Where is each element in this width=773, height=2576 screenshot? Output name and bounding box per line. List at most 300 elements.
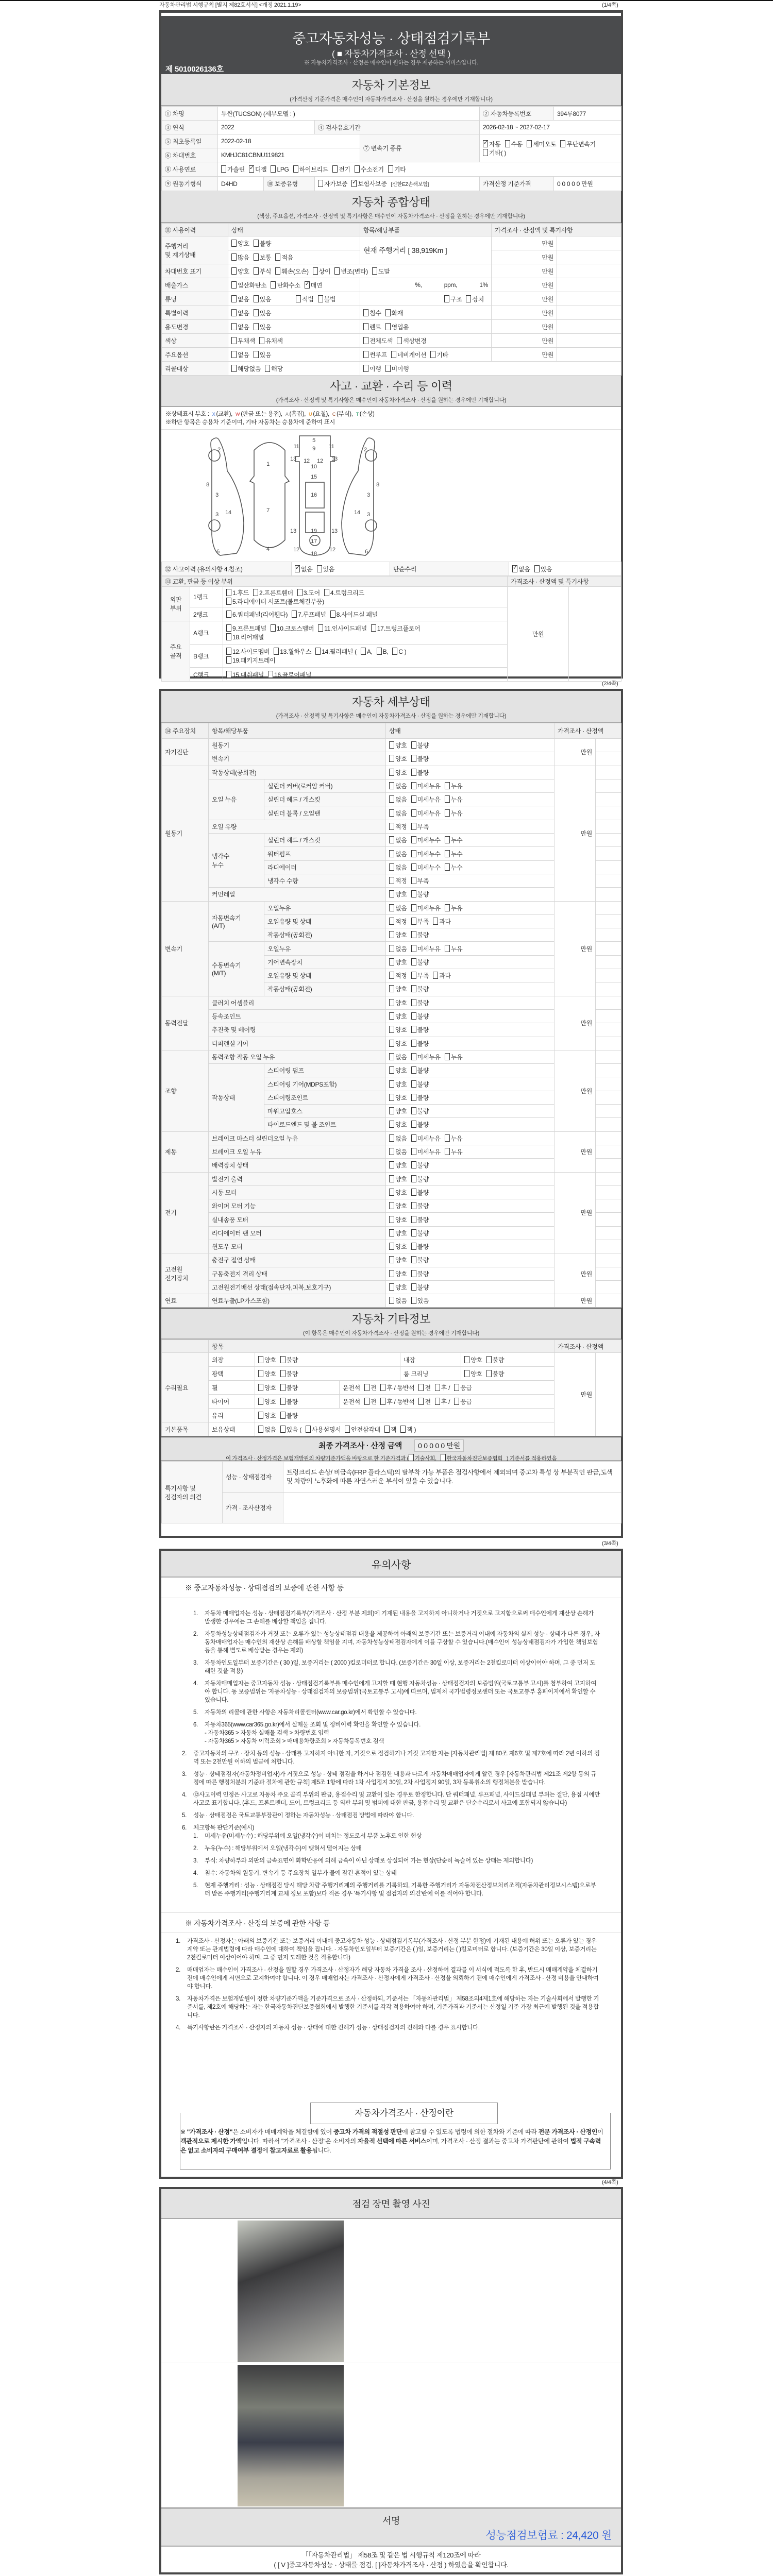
checkbox[interactable] [527, 140, 532, 147]
checkbox[interactable] [254, 253, 259, 261]
checkbox[interactable] [275, 253, 280, 261]
checkbox[interactable] [411, 1202, 416, 1209]
checkbox[interactable] [418, 1384, 424, 1391]
checkbox[interactable] [505, 140, 510, 147]
checkbox[interactable] [231, 240, 237, 247]
checkbox[interactable] [380, 1384, 385, 1391]
price-note[interactable] [596, 901, 621, 914]
price-note[interactable] [596, 942, 621, 955]
checkbox[interactable] [445, 1053, 450, 1060]
checkbox[interactable] [389, 1040, 394, 1047]
option-label: 누유 [450, 783, 463, 790]
checkbox[interactable] [389, 1270, 394, 1277]
checkbox[interactable] [313, 267, 318, 275]
checkbox[interactable] [391, 351, 396, 358]
checkbox[interactable] [226, 624, 231, 632]
option-label: 누수 [450, 850, 463, 858]
definition-segment: 객관적으로 제시한 가액 [180, 2138, 242, 2145]
checkbox[interactable] [454, 1384, 459, 1391]
checkbox[interactable] [411, 1053, 416, 1060]
checkbox[interactable] [259, 337, 264, 344]
price-note[interactable] [596, 1253, 621, 1267]
price-note[interactable] [596, 752, 621, 766]
checkbox[interactable] [411, 958, 416, 965]
won-unit: 만원 [554, 1253, 596, 1294]
checkbox[interactable] [351, 180, 357, 187]
checkbox[interactable] [433, 918, 438, 925]
price-note[interactable] [596, 888, 621, 901]
checkbox[interactable] [389, 850, 394, 857]
price-note[interactable] [596, 1131, 621, 1145]
checkbox[interactable] [389, 1121, 394, 1128]
checkbox[interactable] [305, 281, 310, 289]
checkbox[interactable] [385, 309, 391, 316]
checkbox[interactable] [271, 624, 276, 632]
checkbox[interactable] [324, 589, 329, 596]
checkbox[interactable] [372, 267, 377, 275]
checkbox[interactable] [363, 337, 368, 344]
notice-number: 1. [176, 1938, 180, 1944]
checkbox[interactable] [389, 918, 394, 925]
checkbox[interactable] [280, 1412, 285, 1419]
checkbox[interactable] [226, 671, 231, 678]
checkbox[interactable] [411, 985, 416, 992]
checkbox[interactable] [411, 1094, 416, 1101]
checkbox[interactable] [418, 1398, 424, 1405]
checkbox[interactable] [315, 648, 321, 655]
checkbox[interactable] [231, 337, 237, 344]
checkbox[interactable] [384, 1426, 390, 1433]
price-note[interactable] [596, 806, 621, 820]
checkbox[interactable] [389, 769, 394, 776]
checkbox[interactable] [334, 267, 340, 275]
checkbox[interactable] [280, 1356, 285, 1363]
price-note[interactable] [596, 928, 621, 942]
checkbox[interactable] [389, 1283, 394, 1291]
price-note[interactable] [596, 860, 621, 874]
checkbox[interactable] [296, 295, 301, 302]
price-note[interactable] [596, 982, 621, 996]
checkbox[interactable] [486, 1356, 492, 1363]
price-note[interactable] [596, 1240, 621, 1253]
checkbox[interactable] [411, 1216, 416, 1223]
checkbox[interactable] [445, 945, 450, 952]
checkbox[interactable] [258, 1384, 263, 1391]
price-note[interactable] [596, 955, 621, 969]
checkbox[interactable] [293, 165, 298, 173]
checkbox[interactable] [280, 1426, 285, 1433]
price-note[interactable] [596, 1091, 621, 1104]
price-note[interactable] [596, 779, 621, 792]
checkbox[interactable] [389, 1175, 394, 1182]
checkbox[interactable] [411, 769, 416, 776]
checkbox[interactable] [445, 836, 450, 843]
checkbox[interactable] [388, 165, 393, 173]
checkbox[interactable] [389, 1202, 394, 1209]
checkbox[interactable] [409, 1454, 414, 1461]
checkbox[interactable] [345, 1426, 350, 1433]
option [411, 1094, 429, 1101]
checkbox[interactable] [318, 295, 323, 302]
checkbox[interactable] [231, 295, 237, 302]
checkbox[interactable] [231, 351, 237, 358]
checkbox[interactable] [411, 1297, 416, 1304]
checkbox[interactable] [389, 890, 394, 897]
checkbox[interactable] [389, 863, 394, 871]
checkbox[interactable] [389, 985, 394, 992]
checkbox[interactable] [512, 565, 517, 572]
option [411, 877, 429, 885]
checkbox[interactable] [411, 999, 416, 1006]
checkbox[interactable] [411, 972, 416, 979]
price-note[interactable] [569, 587, 621, 682]
checkbox[interactable] [389, 1243, 394, 1250]
checkbox[interactable] [271, 281, 276, 289]
checkbox[interactable] [389, 1026, 394, 1033]
price-note[interactable] [557, 334, 621, 348]
checkbox[interactable] [389, 931, 394, 938]
checkbox[interactable] [389, 1216, 394, 1223]
checkbox[interactable] [231, 323, 237, 330]
item-state [386, 1009, 554, 1023]
checkbox[interactable] [249, 165, 254, 173]
checkbox[interactable] [389, 1229, 394, 1236]
checkbox[interactable] [411, 1283, 416, 1291]
price-note[interactable] [596, 766, 621, 779]
price-note[interactable] [557, 320, 621, 334]
checkbox[interactable] [389, 741, 394, 749]
checkbox[interactable] [411, 1229, 416, 1236]
checkbox[interactable] [411, 1161, 416, 1168]
checkbox[interactable] [361, 648, 366, 655]
checkbox[interactable] [363, 365, 368, 372]
checkbox[interactable] [433, 972, 438, 979]
checkbox[interactable] [297, 589, 303, 596]
checkbox[interactable] [389, 1148, 394, 1155]
checkbox[interactable] [389, 1297, 394, 1304]
checkbox[interactable] [411, 1012, 416, 1020]
checkbox[interactable] [231, 281, 237, 289]
checkbox[interactable] [464, 1370, 469, 1377]
checkbox[interactable] [411, 1189, 416, 1196]
option [389, 851, 407, 858]
checkbox[interactable] [389, 1094, 394, 1101]
price-note[interactable] [596, 1159, 621, 1172]
checkbox[interactable] [371, 624, 376, 632]
checkbox[interactable] [253, 589, 258, 596]
section-accident-history [161, 376, 621, 407]
checkbox[interactable] [226, 656, 231, 664]
checkbox[interactable] [280, 1398, 285, 1405]
notice-number: 1. [193, 1833, 198, 1839]
checkbox[interactable] [258, 1426, 263, 1433]
checkbox[interactable] [483, 149, 488, 156]
checkbox[interactable] [445, 850, 450, 857]
checkbox[interactable] [435, 1398, 440, 1405]
checkbox[interactable] [411, 795, 416, 803]
checkbox[interactable] [411, 890, 416, 897]
checkbox[interactable] [441, 1454, 446, 1461]
checkbox[interactable] [280, 1384, 285, 1391]
checkbox[interactable] [292, 611, 297, 618]
warranty-type [315, 177, 480, 191]
checkbox[interactable] [231, 365, 237, 372]
notice-subheading: ※ 자동차가격조사 · 산정의 보증에 관한 사항 등 [161, 1912, 621, 1933]
checkbox[interactable] [445, 1134, 450, 1142]
checkbox[interactable] [231, 309, 237, 316]
price-note[interactable] [557, 292, 621, 306]
checkbox[interactable] [389, 795, 394, 803]
option [275, 268, 309, 275]
checkbox[interactable] [363, 323, 368, 330]
price-note[interactable] [596, 739, 621, 752]
checkbox[interactable] [411, 863, 416, 871]
checkbox[interactable] [411, 1256, 416, 1263]
checkbox[interactable] [389, 1066, 394, 1074]
basic-info-table [161, 106, 621, 191]
notice-body [205, 1708, 416, 1717]
checkbox[interactable] [411, 877, 416, 884]
price-note[interactable] [596, 1037, 621, 1050]
checkbox[interactable] [411, 1121, 416, 1128]
checkbox[interactable] [445, 863, 450, 871]
checkbox[interactable] [258, 1398, 263, 1405]
checkbox[interactable] [258, 1370, 263, 1377]
checkbox[interactable] [389, 904, 394, 911]
checkbox[interactable] [445, 795, 450, 803]
checkbox[interactable] [364, 1398, 369, 1405]
option [400, 1426, 416, 1433]
checkbox[interactable] [411, 1066, 416, 1074]
checkbox[interactable] [389, 1012, 394, 1020]
checkbox[interactable] [389, 1161, 394, 1168]
checkbox[interactable] [389, 877, 394, 884]
option [380, 1398, 414, 1405]
checkbox[interactable] [464, 1356, 469, 1363]
price-note[interactable] [596, 1064, 621, 1077]
checkbox[interactable] [411, 918, 416, 925]
checkbox[interactable] [363, 309, 368, 316]
checkbox[interactable] [226, 589, 231, 596]
price-note[interactable] [557, 236, 621, 250]
option-label: 운전석 [343, 1384, 360, 1392]
checkbox[interactable] [411, 823, 416, 830]
checkbox[interactable] [389, 1080, 394, 1088]
checkbox[interactable] [411, 782, 416, 789]
price-note[interactable] [596, 1145, 621, 1158]
checkbox[interactable] [430, 351, 435, 358]
checkbox[interactable] [258, 1412, 263, 1419]
notice-body [205, 1721, 421, 1745]
item-name: 오일 유량 [209, 820, 386, 833]
price-note[interactable] [596, 1050, 621, 1063]
color-change [360, 334, 492, 348]
price-note[interactable] [596, 874, 621, 887]
checkbox[interactable] [411, 1107, 416, 1114]
checkbox[interactable] [385, 365, 391, 372]
price-note[interactable] [596, 847, 621, 860]
checkbox[interactable] [280, 1370, 285, 1377]
checkbox[interactable] [411, 1040, 416, 1047]
checkbox[interactable] [411, 741, 416, 749]
option [454, 1398, 472, 1405]
option-label: 불법 [324, 295, 336, 303]
price-note[interactable] [596, 914, 621, 928]
checkbox[interactable] [254, 309, 259, 316]
checkbox[interactable] [411, 931, 416, 938]
price-note[interactable] [596, 1185, 621, 1199]
checkbox[interactable] [411, 1243, 416, 1250]
item-state [386, 1226, 554, 1240]
checkbox[interactable] [389, 1256, 394, 1263]
checkbox[interactable] [363, 351, 368, 358]
option [411, 918, 429, 925]
checkbox[interactable] [389, 958, 394, 965]
document-note: ※ 자동차가격조사 · 산정은 매수인이 원하는 경우 제공하는 서비스입니다. [304, 60, 479, 66]
checkbox[interactable] [466, 295, 471, 302]
price-note[interactable] [596, 793, 621, 806]
checkbox[interactable] [231, 267, 237, 275]
checkbox[interactable] [483, 140, 488, 147]
checkbox[interactable] [411, 904, 416, 911]
checkbox[interactable] [392, 648, 397, 655]
checkbox[interactable] [534, 565, 540, 572]
checkbox[interactable] [265, 365, 270, 372]
price-note[interactable] [596, 1280, 621, 1294]
checkbox[interactable] [364, 1384, 369, 1391]
option-label: 해당없음 [238, 365, 261, 372]
price-note[interactable] [596, 1118, 621, 1131]
price-note[interactable] [596, 996, 621, 1009]
checkbox[interactable] [254, 295, 259, 302]
checkbox[interactable] [385, 323, 391, 330]
checkbox[interactable] [389, 809, 394, 817]
checkbox[interactable] [445, 809, 450, 817]
checkbox[interactable] [411, 1026, 416, 1033]
price-note[interactable] [596, 1105, 621, 1118]
checkbox[interactable] [318, 180, 323, 187]
price-note[interactable] [596, 1077, 621, 1091]
checkbox[interactable] [411, 1134, 416, 1142]
checkbox[interactable] [411, 809, 416, 817]
option [280, 1357, 298, 1364]
checkbox[interactable] [411, 836, 416, 843]
checkbox[interactable] [226, 633, 231, 640]
checkbox[interactable] [389, 836, 394, 843]
checkbox[interactable] [268, 671, 273, 678]
checkbox[interactable] [389, 1053, 394, 1060]
price-note[interactable] [596, 1226, 621, 1240]
option-label: 양호 [264, 1356, 276, 1364]
checkbox[interactable] [389, 823, 394, 830]
price-note[interactable] [596, 834, 621, 847]
checkbox[interactable] [389, 782, 394, 789]
checkbox[interactable] [411, 1080, 416, 1088]
checkbox[interactable] [380, 1398, 385, 1405]
price-note[interactable] [557, 264, 621, 278]
checkbox[interactable] [435, 1384, 440, 1391]
checkbox[interactable] [254, 323, 259, 330]
price-note[interactable] [596, 1023, 621, 1037]
checkbox[interactable] [445, 1148, 450, 1155]
checkbox[interactable] [389, 999, 394, 1006]
item-name: 실린더 커버(로커암 커버) [264, 779, 386, 792]
price-note[interactable] [596, 969, 621, 982]
checkbox[interactable] [258, 1356, 263, 1363]
price-note[interactable] [557, 278, 621, 292]
checkbox[interactable] [389, 1189, 394, 1196]
checkbox[interactable] [411, 945, 416, 952]
checkbox[interactable] [317, 565, 322, 572]
checkbox[interactable] [254, 267, 259, 275]
checkbox[interactable] [411, 755, 416, 762]
checkbox[interactable] [377, 648, 382, 655]
price-note[interactable] [596, 1267, 621, 1280]
checkbox[interactable] [389, 1134, 394, 1142]
checkbox[interactable] [411, 1270, 416, 1277]
checkbox[interactable] [332, 165, 338, 173]
item-state [386, 1105, 554, 1118]
option-label: 기술사회, [414, 1455, 436, 1462]
checkbox[interactable] [389, 972, 394, 979]
checkbox[interactable] [254, 240, 259, 247]
checkbox[interactable] [226, 611, 231, 618]
price-note[interactable] [596, 1353, 621, 1436]
checkbox[interactable] [306, 1426, 311, 1433]
checkbox[interactable] [226, 598, 231, 605]
checkbox[interactable] [445, 904, 450, 911]
checkbox[interactable] [444, 295, 449, 302]
checkbox[interactable] [445, 782, 450, 789]
checkbox[interactable] [400, 1426, 406, 1433]
price-note[interactable] [596, 1172, 621, 1185]
inspection-photo-front [238, 2221, 344, 2362]
checkbox[interactable] [486, 1370, 492, 1377]
checkbox[interactable] [330, 611, 335, 618]
price-note[interactable] [596, 1199, 621, 1213]
checkbox[interactable] [560, 140, 565, 147]
checkbox[interactable] [231, 253, 237, 261]
option [226, 598, 324, 605]
price-note[interactable] [596, 1009, 621, 1023]
item-name: 작동상태(공회전) [209, 766, 386, 779]
checkbox[interactable] [411, 1175, 416, 1182]
price-note[interactable] [557, 250, 621, 264]
price-note[interactable] [596, 1294, 621, 1308]
checkbox[interactable] [389, 755, 394, 762]
checkbox[interactable] [397, 337, 402, 344]
col-header: 항목/해당부품 [209, 723, 386, 739]
checkbox[interactable] [226, 648, 231, 655]
checkbox[interactable] [295, 565, 300, 572]
price-note[interactable] [557, 306, 621, 320]
checkbox[interactable] [389, 1107, 394, 1114]
checkbox[interactable] [274, 648, 279, 655]
checkbox[interactable] [221, 165, 226, 173]
checkbox[interactable] [411, 1148, 416, 1155]
checkbox[interactable] [355, 165, 360, 173]
price-note[interactable] [596, 820, 621, 833]
checkbox[interactable] [254, 351, 259, 358]
checkbox[interactable] [318, 624, 323, 632]
checkbox[interactable] [271, 165, 276, 173]
checkbox[interactable] [275, 267, 280, 275]
checkbox[interactable] [454, 1398, 459, 1405]
price-note[interactable] [557, 348, 621, 362]
checkbox[interactable] [389, 945, 394, 952]
price-note[interactable] [596, 1213, 621, 1226]
checkbox[interactable] [411, 850, 416, 857]
